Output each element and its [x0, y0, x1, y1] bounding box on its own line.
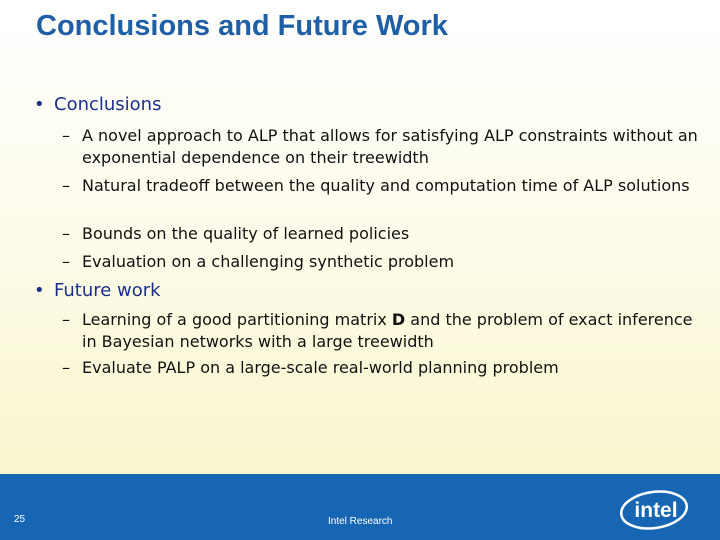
dash-icon: – [62, 252, 70, 271]
list-item [62, 125, 702, 169]
list-item-text: Evaluation on a challenging synthetic problem [82, 252, 455, 271]
list-item-text: A novel approach to ALP that allows for satisfying ALP constraints without an exponential dependence on their treewidth [82, 126, 698, 167]
intel-logo-icon [618, 486, 690, 532]
footer-bar [0, 474, 720, 540]
bullet-conclusions [34, 94, 161, 115]
slide-title: Conclusions and Future Work [36, 10, 448, 42]
matrix-symbol: D [391, 310, 406, 329]
list-item-text: Bounds on the quality of learned policies [82, 224, 410, 243]
list-item [62, 251, 702, 273]
bullet-heading: Future work [54, 280, 161, 301]
list-item-text: Learning of a good partitioning matrix D and the problem of exact inference in Bayesian networks with a large treewidth [82, 310, 693, 351]
bullet-dot-icon: • [34, 94, 45, 115]
list-item-text: Evaluate PALP on a large-scale real-world planning problem [82, 358, 559, 377]
dash-icon: – [62, 176, 70, 195]
page-number: 25 [14, 514, 26, 525]
footer-text: Intel Research [328, 516, 393, 527]
list-item [62, 357, 702, 379]
dash-icon: – [62, 358, 70, 377]
bullet-dot-icon: • [34, 280, 45, 301]
list-item [62, 175, 702, 197]
list-item [62, 223, 702, 245]
svg-text:intel: intel [634, 499, 678, 522]
list-item-text: Natural tradeoff between the quality and computation time of ALP solutions [82, 176, 690, 195]
dash-icon: – [62, 126, 70, 145]
dash-icon: – [62, 310, 70, 329]
bullet-future-work [34, 280, 161, 301]
bullet-heading: Conclusions [54, 94, 162, 115]
dash-icon: – [62, 224, 70, 243]
list-item [62, 309, 702, 353]
